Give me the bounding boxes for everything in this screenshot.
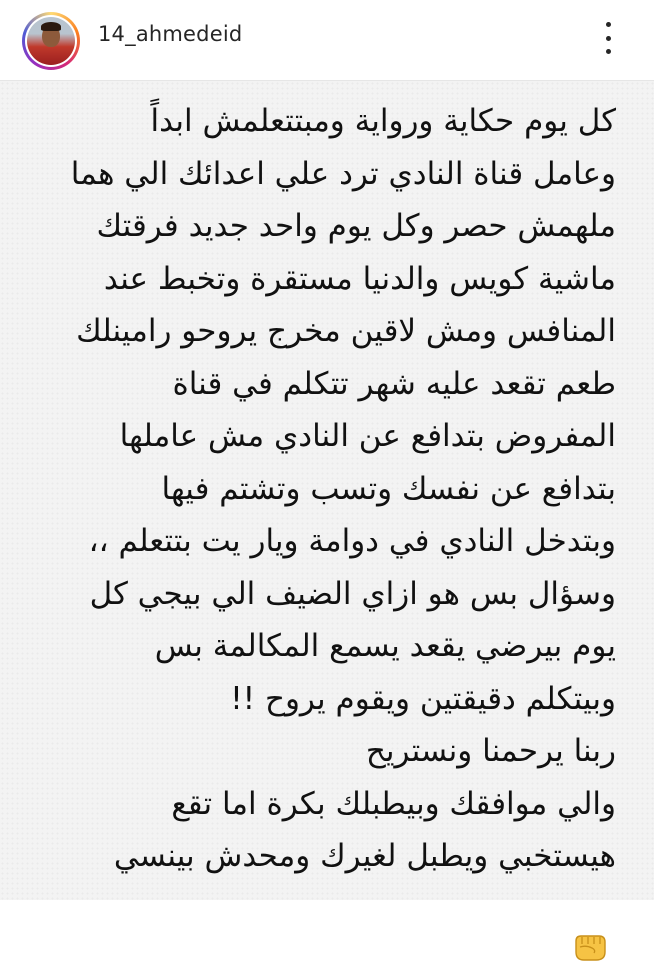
avatar-hair-shape	[41, 22, 61, 31]
avatar-frame	[25, 15, 77, 67]
more-dot	[606, 36, 611, 41]
avatar-photo	[27, 17, 75, 65]
post-text-line: وسؤال بس هو ازاي الضيف الي بيجي كل	[89, 575, 616, 612]
more-dot	[606, 49, 611, 54]
post-text-line: المفروض بتدافع عن النادي مش عاملها	[119, 418, 616, 454]
post-text-line: وعامل قناة النادي ترد علي اعدائك الي هما	[70, 155, 616, 192]
post-text-line: ربنا يرحمنا ونستريح	[365, 733, 616, 769]
post-text-line: والي موافقك وبيطبلك بكرة اما تقع	[171, 785, 616, 822]
post-text-line: ماشية كويس والدنيا مستقرة وتخبط عند	[103, 260, 616, 297]
post-text-line: هيستخبي ويطبل لغيرك ومحدش بينسي	[113, 838, 616, 874]
post-header	[0, 0, 654, 81]
fist-icon	[572, 931, 608, 963]
post-text-line: وبيتكلم دقيقتين ويقوم يروح !!	[230, 680, 616, 717]
post-text-line: ملهمش حصر وكل يوم واحد جديد فرقتك	[96, 208, 616, 244]
post-text-line: كل يوم حكاية ورواية ومبتتعلمش ابداً	[150, 103, 616, 139]
post-image	[0, 81, 654, 900]
post-text	[16, 95, 616, 883]
more-vertical-icon[interactable]	[596, 18, 620, 58]
more-dot	[606, 22, 611, 27]
avatar[interactable]	[22, 12, 80, 70]
post-text-line: المنافس ومش لاقين مخرج يروحو رامينلك	[76, 313, 616, 349]
post-text-line: طعم تقعد عليه شهر تتكلم في قناة	[172, 365, 616, 402]
post-text-line: وبتدخل النادي في دوامة ويار يت بتتعلم ،،	[88, 523, 616, 559]
username[interactable]: 14_ahmedeid	[98, 22, 243, 46]
post-text-line: بتدافع عن نفسك وتسب وتشتم فيها	[161, 470, 616, 507]
post-text-line: يوم بيرضي يقعد يسمع المكالمة بس	[154, 628, 616, 664]
